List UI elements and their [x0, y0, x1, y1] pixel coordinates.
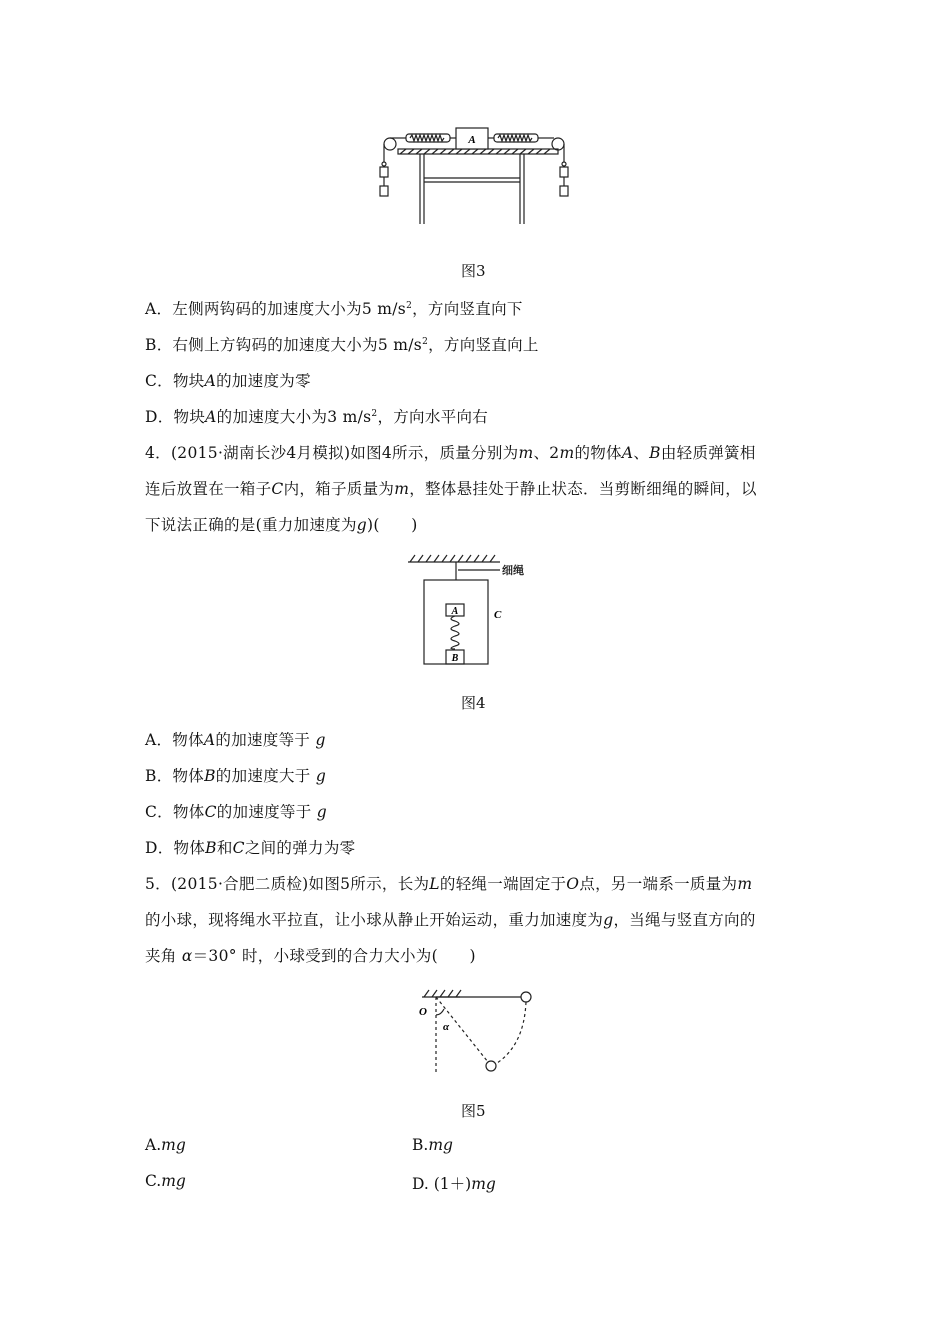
q3-option-b: B．右侧上方钩码的加速度大小为5 $m/s^2$，方向竖直向上 [145, 336, 539, 354]
q4-option-b: B．物体B的加速度大于 g [145, 767, 327, 785]
figure-3-caption: 图3 [461, 262, 486, 280]
q5-option-d: D. (1＋)mg [412, 1175, 496, 1193]
q5-stem-line-1: 5．(2015·合肥二质检)如图5所示，长为L的轻绳一端固定于O点，另一端系一质量为m [145, 875, 753, 893]
q3-option-a: A．左侧两钩码的加速度大小为5 $m/s^2$，方向竖直向下 [145, 300, 523, 318]
figure-5-caption: 图5 [461, 1102, 486, 1120]
q3-option-d: D．物块A的加速度大小为3 $m/s^2$，方向水平向右 [145, 408, 489, 426]
q5-stem-line-2: 的小球，现将绳水平拉直，让小球从静止开始运动，重力加速度为g，当绳与竖直方向的 [145, 911, 756, 929]
q5-option-b: B.mg [412, 1136, 453, 1154]
q5-stem-line-3: 夹角 α＝30° 时，小球受到的合力大小为( ) [145, 947, 476, 965]
figure-4-box-spring-diagram [400, 552, 540, 670]
figure-3-table-diagram [370, 120, 580, 235]
q3-option-c: C．物块A的加速度为零 [145, 372, 311, 390]
q4-option-a: A．物体A的加速度等于 g [145, 731, 326, 749]
fig4-label-b: B [451, 653, 459, 664]
q5-option-c: C.mg [145, 1172, 186, 1190]
fig5-label-alpha: α [443, 1021, 450, 1033]
q4-option-c: C．物体C的加速度等于 g [145, 803, 328, 821]
fig4-label-c: C [494, 609, 502, 621]
fig3-label-a: A [468, 134, 476, 146]
q4-stem-line-3: 下说法正确的是(重力加速度为g)( ) [145, 516, 418, 534]
fig5-label-o: O [419, 1006, 427, 1018]
q4-stem-line-2: 连后放置在一箱子C内，箱子质量为m，整体悬挂处于静止状态．当剪断细绳的瞬间，以 [145, 480, 757, 498]
fig4-rope-label: 细绳 [502, 565, 524, 577]
figure-4-caption: 图4 [461, 694, 486, 712]
q4-option-d: D．物体B和C之间的弹力为零 [145, 839, 356, 857]
fig4-label-a: A [451, 606, 459, 617]
figure-5-pendulum-diagram [412, 985, 540, 1079]
q4-stem-line-1: 4．(2015·湖南长沙4月模拟)如图4所示，质量分别为m、2m的物体A、B由轻质弹簧相 [145, 444, 756, 462]
q5-option-a: A.mg [145, 1136, 186, 1154]
